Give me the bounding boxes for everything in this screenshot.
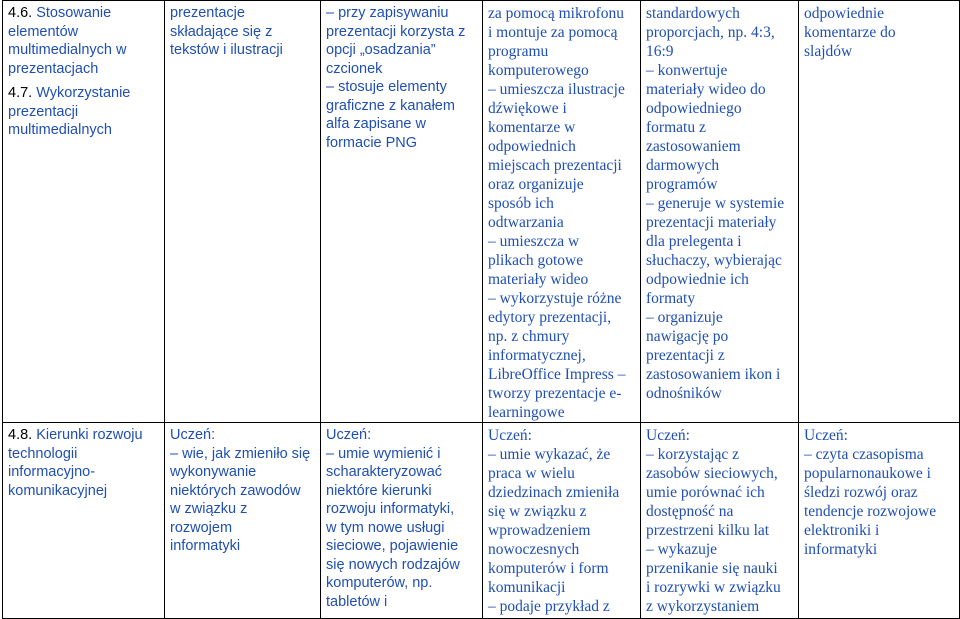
cell-text: odpowiednie komentarze do slajdów bbox=[804, 5, 896, 60]
cell-text: – korzystając z zasobów sieciowych, umie porównać ich dostępność na przestrzeni kilku lat – wykazuje przenikanie się nauki i rozrywki w związku z wykorzystaniem bbox=[646, 446, 781, 615]
cell-text: – przy zapisywaniu prezentacji korzysta z opcji „osadzania” czcionek – stosuje elementy graficzne z kanałem alfa zapisane w formacie PNG bbox=[326, 5, 466, 151]
cell-heading: Uczeń: bbox=[170, 427, 216, 443]
requirement-cell bbox=[641, 423, 799, 619]
requirement-cell bbox=[483, 423, 641, 619]
requirement-cell bbox=[641, 1, 799, 423]
cell-text: – wie, jak zmieniło się wykonywanie niektórych zawodów w związku z rozwojem informatyki bbox=[170, 445, 311, 554]
cell-text: – umie wykazać, że praca w wielu dziedzinach zmieniła się w związku z wprowadzeniem nowoczesnych komputerów i form komunikacji – podaje przykład z bbox=[488, 446, 620, 615]
cell-text: za pomocą mikrofonu i montuje za pomocą programu komputerowego – umieszcza ilustracje dźwiękowe i komentarze w odpowiednich miejscach prezentacji oraz organizuje sposób ich odtwarzania – umieszcza w plikach gotowe materiały wideo – wykorzystuje różne edytory prezentacji, np. z chmury informatycznej, LibreOffice Impress – tworzy prezentacje e- learningowe bbox=[488, 5, 626, 421]
section-title: Wykorzystanie prezentacji multimedialnych bbox=[8, 85, 131, 138]
requirement-cell bbox=[165, 1, 321, 423]
section-number: 4.6. bbox=[8, 5, 37, 21]
cell-heading: Uczeń: bbox=[326, 427, 372, 443]
table-row bbox=[3, 1, 960, 423]
cell-heading: Uczeń: bbox=[488, 427, 532, 444]
cell-text: – czyta czasopisma popularnonaukowe i śledzi rozwój oraz tendencje rozwojowe elektroniki i informatyki bbox=[804, 446, 937, 558]
requirement-cell bbox=[799, 1, 960, 423]
topic-cell bbox=[3, 423, 165, 619]
cell-text: standardowych proporcjach, np. 4:3, 16:9 – konwertuje materiały wideo do odpowiedniego formatu z zastosowaniem darmowych programów – generuje w systemie prezentacji materiały dla prelegenta i słuchaczy, wybierając odpowiednie ich formaty – organizuje nawigację po prezentacji z zastosowaniem ikon i odnośników bbox=[646, 5, 785, 402]
cell-heading: Uczeń: bbox=[646, 427, 690, 444]
requirement-cell bbox=[321, 423, 483, 619]
cell-heading: Uczeń: bbox=[804, 427, 848, 444]
cell-text: prezentacje składające się z tekstów i ilustracji bbox=[170, 5, 283, 58]
requirement-cell bbox=[165, 423, 321, 619]
section-title: Stosowanie elementów multimedialnych w prezentacjach bbox=[8, 5, 127, 77]
table-row bbox=[3, 423, 960, 619]
cell-text: – umie wymienić i scharakteryzować niektóre kierunki rozwoju informatyki, w tym nowe usługi sieciowe, pojawienie się nowych rodzajów komputerów, np. tabletów i bbox=[326, 445, 460, 610]
requirement-cell bbox=[483, 1, 641, 423]
requirement-cell bbox=[799, 423, 960, 619]
section-number: 4.8. bbox=[8, 427, 37, 443]
section-number: 4.7. bbox=[8, 85, 37, 101]
requirement-cell bbox=[321, 1, 483, 423]
section-title: Kierunki rozwoju technologii informacyjno- komunikacyjnej bbox=[8, 427, 143, 499]
curriculum-table bbox=[2, 0, 960, 619]
topic-cell bbox=[3, 1, 165, 423]
